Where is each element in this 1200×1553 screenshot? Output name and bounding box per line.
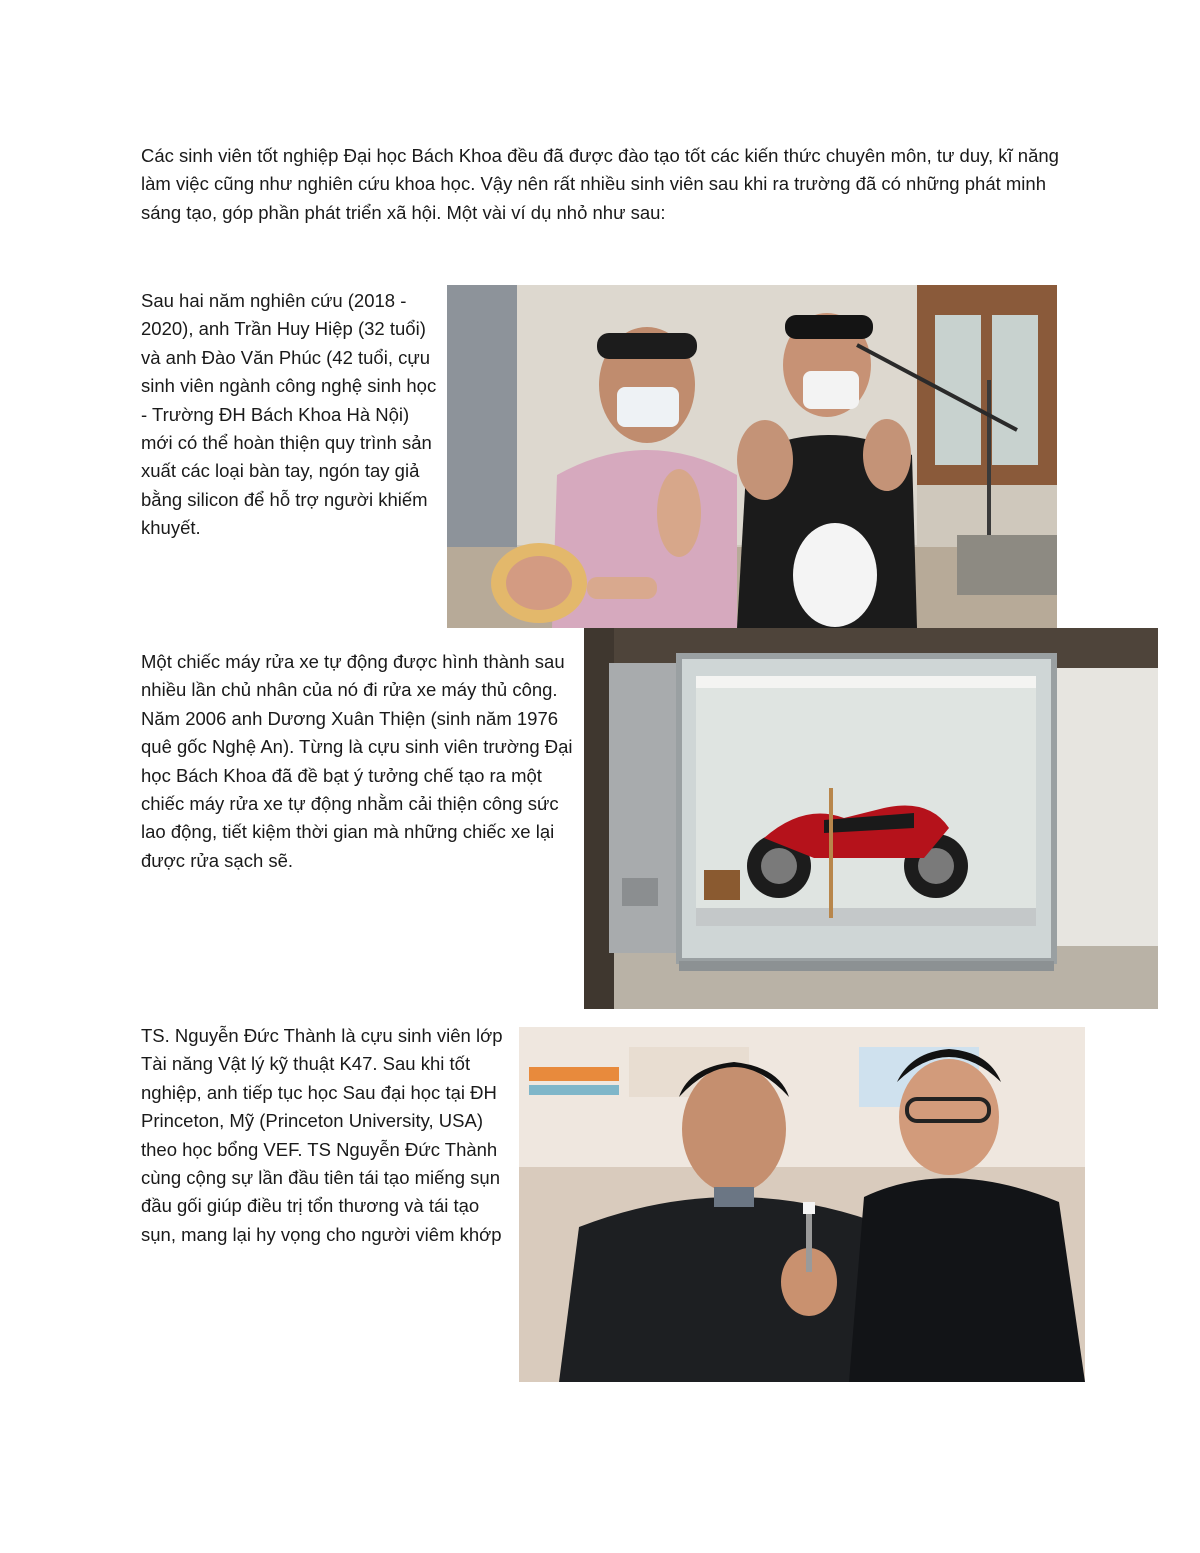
cartilage-research-paragraph: TS. Nguyễn Đức Thành là cựu sinh viên lớp Tài năng Vật lý kỹ thuật K47. Sau khi tốt nghiệp, anh tiếp tục học Sau đại học tại ĐH Princeton, Mỹ (Princeton University, USA) theo học bổng VEF. TS Nguyễn Đức Thành cùng cộng sự lần đầu tiên tái tạo miếng sụn đầu gối giúp điều trị tổn thương và tái tạo sụn, mang lại hy vọng cho người viêm khớp [141, 1025, 503, 1245]
prosthetic-hands-photo [447, 285, 1057, 628]
prosthetic-hands-paragraph: Sau hai năm nghiên cứu (2018 - 2020), anh Trần Huy Hiệp (32 tuổi) và anh Đào Văn Phúc (42 tuổi, cựu sinh viên ngành công nghệ sinh học - Trường ĐH Bách Khoa Hà Nội) mới có thể hoàn thiện quy trình sản xuất các loại bàn tay, ngón tay giả bằng silicon để hỗ trợ người khiếm khuyết. [141, 290, 437, 539]
car-wash-machine-photo [584, 628, 1158, 1009]
car-wash-machine-paragraph: Một chiếc máy rửa xe tự động được hình thành sau nhiều lần chủ nhân của nó đi rửa xe máy thủ công. Năm 2006 anh Dương Xuân Thiện (sinh năm 1976 quê gốc Nghệ An). Từng là cựu sinh viên trường Đại học Bách Khoa đã đề bạt ý tưởng chế tạo ra một chiếc máy rửa xe tự động nhằm cải thiện công sức lao động, tiết kiệm thời gian mà những chiếc xe lại được rửa sạch sẽ. [141, 651, 573, 871]
intro-paragraph: Các sinh viên tốt nghiệp Đại học Bách Khoa đều đã được đào tạo tốt các kiến thức chuyên môn, tư duy, kĩ năng làm việc cũng như nghiên cứu khoa học. Vậy nên rất nhiều sinh viên sau khi ra trường đã có những phát minh sáng tạo, góp phần phát triển xã hội. Một vài ví dụ nhỏ như sau: [141, 145, 1059, 223]
researchers-photo [519, 1027, 1085, 1382]
